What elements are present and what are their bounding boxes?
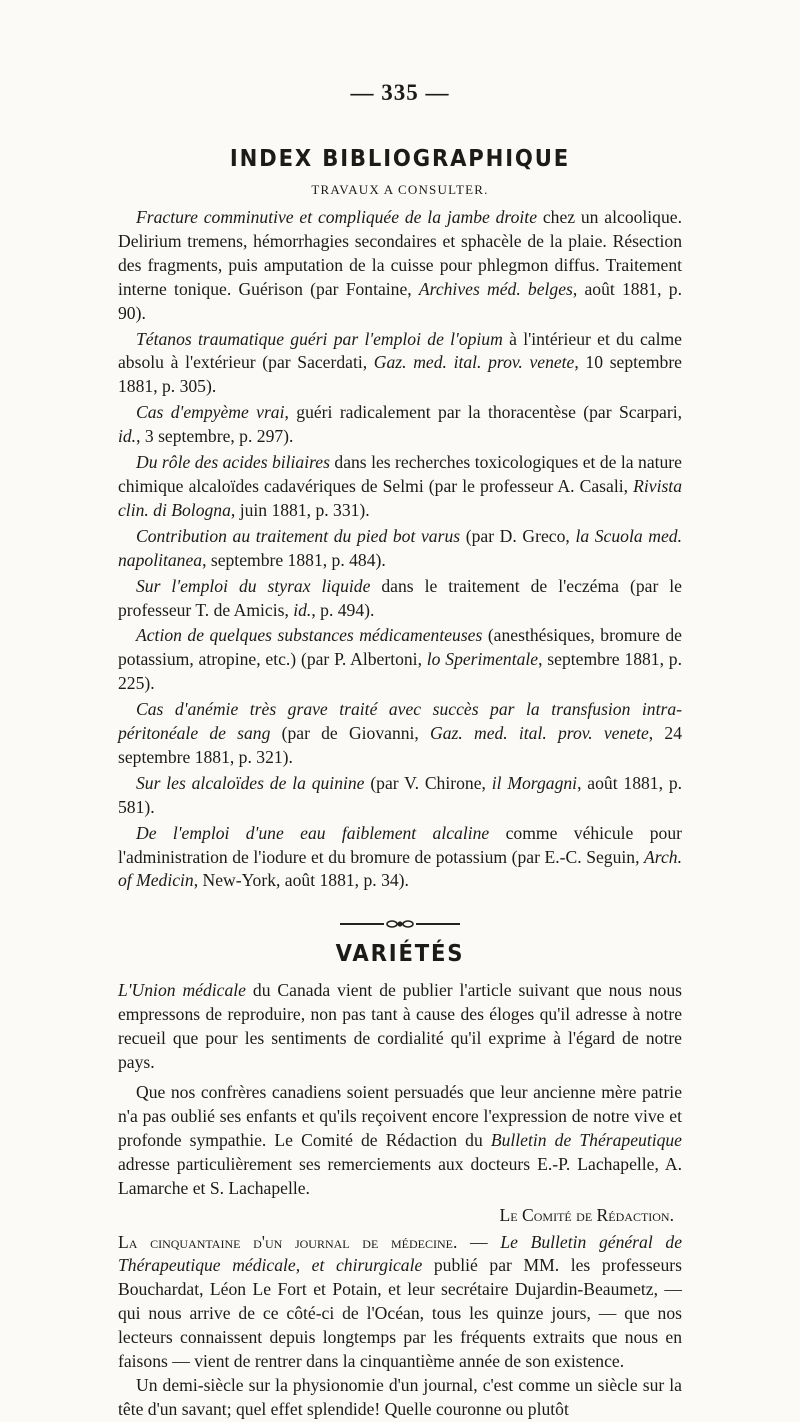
entry-source: id. xyxy=(293,599,312,620)
entry-citation: , août 1881, p. 90). xyxy=(118,278,682,323)
paragraph-text: du Canada vient de publier l'article suivant que nous nous empressons de reproduire, non pas tant à cause des éloges qu'il adresse à notre recueil que pour les sentiments de cordialité qu'il exprime à l'égard de notre pays. xyxy=(118,980,682,1073)
entry-citation: , p. 494). xyxy=(311,599,375,620)
entry-source: Archives méd. belges xyxy=(418,278,573,299)
bibliography-entry xyxy=(118,328,682,400)
varietes-paragraph-1 xyxy=(118,979,682,1075)
entry-citation: , août 1881, p. 581). xyxy=(118,772,683,817)
entry-citation: , septembre 1881, p. 484). xyxy=(202,549,386,570)
paragraph-text: Un demi-siècle sur la physionomie d'un journal, c'est comme un siècle sur la tête d'un savant; quel effet splendide! Quelle couronne ou plutôt xyxy=(118,1374,682,1419)
paragraph-lead: La cinquantaine d'un journal de médecine. xyxy=(118,1231,458,1252)
dash: — xyxy=(457,1231,501,1252)
entry-text: (par de Giovanni, xyxy=(270,723,431,744)
bibliography-entry xyxy=(118,698,682,770)
entry-source: Gaz. med. ital. prov. venete xyxy=(430,723,649,744)
index-subheading: TRAVAUX A CONSULTER. xyxy=(311,182,489,197)
bibliography-entry xyxy=(118,451,682,523)
varietes-paragraph-2 xyxy=(118,1081,682,1201)
entry-text: dans les recherches toxicologiques et de la nature chimique alcaloïdes cadavériques de Selmi (par le professeur A. Casali, xyxy=(118,452,682,496)
section-divider-ornament xyxy=(118,915,682,923)
entry-text: , guéri radicalement par la thoracentèse (par Scarpari, xyxy=(284,402,682,423)
bibliography-list xyxy=(118,206,682,893)
bibliography-entry xyxy=(118,575,682,623)
entry-source: la Scuola med. napolitanea xyxy=(118,525,682,570)
entry-title: De l'emploi d'une eau faiblement alcaline xyxy=(136,822,490,843)
entry-citation: , juin 1881, p. 331). xyxy=(230,499,370,520)
entry-title: Tétanos traumatique guéri par l'emploi de l'opium xyxy=(136,328,503,349)
page-number: — 335 — xyxy=(350,80,450,105)
paragraph-text: adresse particulièrement ses remerciements aux docteurs E.-P. Lachapelle, A. Lamarche et S. Lachapelle. xyxy=(118,1153,682,1198)
entry-source: lo Sperimentale xyxy=(426,649,539,670)
entry-title: Cas d'anémie très grave traité avec succès par la transfusion intra-péritonéale de sang xyxy=(118,699,682,744)
entry-source: Gaz. med. ital. prov. venete xyxy=(373,352,575,373)
entry-source: id. xyxy=(118,426,137,447)
index-heading: INDEX BIBLIOGRAPHIQUE xyxy=(229,146,571,172)
varietes-paragraph-3 xyxy=(118,1231,682,1374)
bibliography-entry xyxy=(118,401,682,449)
signature-line: Le Comité de Rédaction. xyxy=(499,1204,674,1225)
bibliography-entry xyxy=(118,624,682,696)
entry-title: Sur l'emploi du styrax liquide xyxy=(136,575,371,596)
entry-citation: , New-York, août 1881, p. 34). xyxy=(193,870,409,891)
bibliography-entry xyxy=(118,822,682,894)
entry-title: Du rôle des acides biliaires xyxy=(136,452,330,473)
entry-title: Fracture comminutive et compliquée de la jambe droite xyxy=(136,207,538,227)
entry-text: à l'intérieur et du calme absolu à l'extérieur (par Sacerdati, xyxy=(118,328,682,373)
entry-citation: , septembre 1881, p. 225). xyxy=(118,649,682,694)
entry-citation: , 10 septembre 1881, p. 305). xyxy=(118,352,682,397)
entry-source: il Morgagni xyxy=(491,772,578,793)
entry-text: comme véhicule pour l'administration de l'iodure et du bromure de potassium (par E.-C. Seguin, xyxy=(118,822,682,867)
entry-title: Cas d'empyème vrai xyxy=(136,402,285,423)
entry-title: Sur les alcaloïdes de la quinine xyxy=(136,772,365,793)
entry-text: dans le traitement de l'eczéma (par le professeur T. de Amicis, xyxy=(118,575,682,620)
entry-text: (par V. Chirone, xyxy=(364,772,492,793)
paragraph-text: Que nos confrères canadiens soient persuadés que leur ancienne mère patrie n'a pas oublié ses enfants et qu'ils reçoivent encore l'expression de notre vive et profonde sympathie. Le Comité de Rédaction du xyxy=(118,1082,682,1150)
bibliography-entry xyxy=(118,525,682,573)
paragraph-text: publié par MM. les professeurs Bouchardat, Léon Le Fort et Potain, et leur secrétaire Dujardin-Beaumetz, — qui nous arrive de ce côté-ci de l'Océan, tous les quinze jours, — que nos lecteurs connaissent depuis longtemps par les fréquents extraits que nous en faisons — vient de rentrer dans la cinquantième année de son existence. xyxy=(118,1255,682,1372)
entry-source: Arch. of Medicin xyxy=(118,846,682,891)
bibliography-entry xyxy=(118,206,682,326)
bulletin-title: Bulletin de Thérapeutique xyxy=(490,1129,682,1150)
entry-citation: , 24 septembre 1881, p. 321). xyxy=(118,723,682,767)
entry-text: chez un alcoolique. Delirium tremens, hémorrhagies secondaires et sphacèle de la plaie. Résection des fragments, puis amputation de la cuisse pour phlegmon diffus. Traitement interne tonique. Guérison (par Fontaine, xyxy=(118,207,682,299)
varietes-heading: VARIÉTÉS xyxy=(335,941,465,968)
entry-title: Action de quelques substances médicamenteuses xyxy=(136,625,483,646)
entry-text: (par D. Greco, xyxy=(460,525,576,546)
entry-citation: , 3 septembre, p. 297). xyxy=(136,426,294,447)
bulletin-full-title: Le Bulletin général de Thérapeutique médicale, et chirurgicale xyxy=(118,1231,682,1276)
entry-source: Rivista clin. di Bologna xyxy=(118,475,682,520)
bibliography-entry xyxy=(118,772,682,820)
entry-title: Contribution au traitement du pied bot varus xyxy=(136,525,461,546)
union-medicale-title: L'Union médicale xyxy=(118,980,246,1001)
entry-text: (anesthésiques, bromure de potassium, atropine, etc.) (par P. Albertoni, xyxy=(118,625,682,670)
varietes-paragraph-4 xyxy=(118,1374,682,1422)
